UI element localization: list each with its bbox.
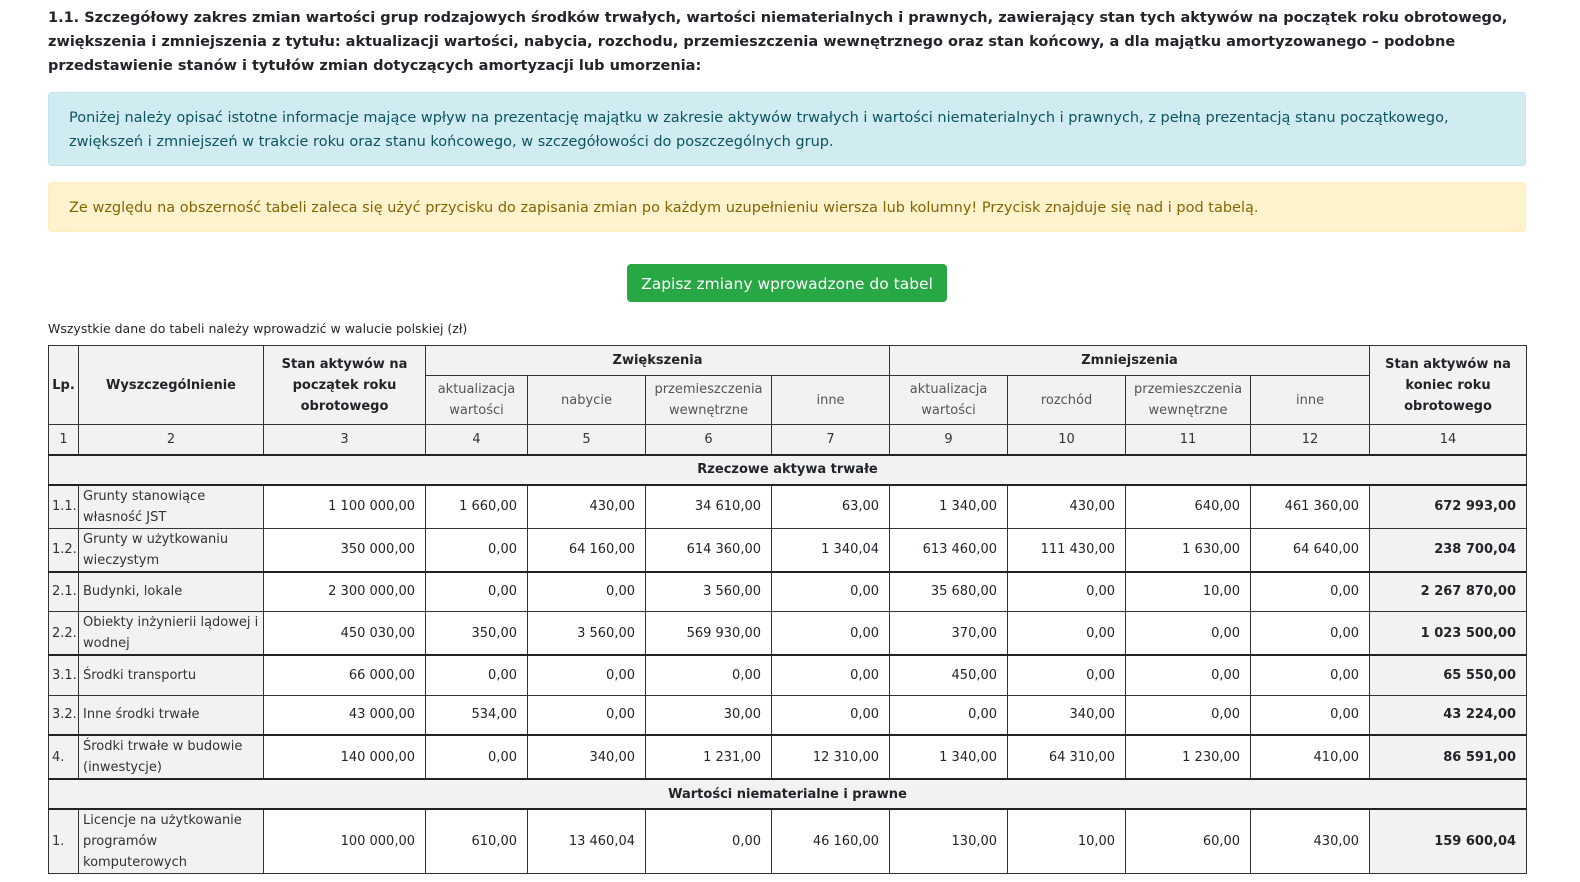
value-cell[interactable]: 0,00 xyxy=(1251,655,1370,695)
value-cell[interactable]: 0,00 xyxy=(1008,572,1126,612)
header-dec-other: inne xyxy=(1251,376,1370,425)
value-cell[interactable]: 0,00 xyxy=(1126,695,1251,735)
table-row xyxy=(49,655,1527,695)
value-cell[interactable]: 130,00 xyxy=(890,809,1008,874)
header-end: Stan aktywów na koniec roku obrotowego xyxy=(1370,346,1527,425)
value-cell[interactable]: 430,00 xyxy=(528,485,646,529)
assets-table-body xyxy=(49,455,1527,874)
table-row xyxy=(49,735,1527,779)
value-cell[interactable]: 610,00 xyxy=(426,809,528,874)
value-cell[interactable]: 0,00 xyxy=(426,735,528,779)
value-cell[interactable]: 340,00 xyxy=(1008,695,1126,735)
value-cell[interactable]: 0,00 xyxy=(426,572,528,612)
row-name: Obiekty inżynierii lądowej i wodnej xyxy=(79,612,264,656)
row-lp: 3.1. xyxy=(49,655,79,695)
row-name: Środki transportu xyxy=(79,655,264,695)
column-number: 9 xyxy=(890,425,1008,455)
value-cell[interactable]: 0,00 xyxy=(646,655,772,695)
header-dec-revaluation: aktualizacja wartości xyxy=(890,376,1008,425)
value-cell[interactable]: 0,00 xyxy=(890,695,1008,735)
row-lp: 1.2. xyxy=(49,528,79,572)
value-cell[interactable]: 140 000,00 xyxy=(264,735,426,779)
header-dec-disposal: rozchód xyxy=(1008,376,1126,425)
value-cell[interactable]: 10,00 xyxy=(1008,809,1126,874)
row-name: Grunty w użytkowaniu wieczystym xyxy=(79,528,264,572)
table-row xyxy=(49,485,1527,529)
value-cell[interactable]: 0,00 xyxy=(528,655,646,695)
value-cell[interactable]: 614 360,00 xyxy=(646,528,772,572)
value-cell[interactable]: 0,00 xyxy=(426,655,528,695)
value-cell[interactable]: 640,00 xyxy=(1126,485,1251,529)
row-total: 86 591,00 xyxy=(1370,735,1527,779)
value-cell[interactable]: 430,00 xyxy=(1251,809,1370,874)
value-cell[interactable]: 0,00 xyxy=(1251,612,1370,656)
row-total: 672 993,00 xyxy=(1370,485,1527,529)
row-lp: 2.1. xyxy=(49,572,79,612)
value-cell[interactable]: 370,00 xyxy=(890,612,1008,656)
value-cell[interactable]: 0,00 xyxy=(1251,695,1370,735)
value-cell[interactable]: 410,00 xyxy=(1251,735,1370,779)
column-number: 2 xyxy=(79,425,264,455)
row-lp: 1.1. xyxy=(49,485,79,529)
column-number: 4 xyxy=(426,425,528,455)
row-name: Środki trwałe w budowie (inwestycje) xyxy=(79,735,264,779)
value-cell[interactable]: 1 630,00 xyxy=(1126,528,1251,572)
row-total: 65 550,00 xyxy=(1370,655,1527,695)
row-lp: 2.2. xyxy=(49,612,79,656)
value-cell[interactable]: 0,00 xyxy=(1126,655,1251,695)
value-cell[interactable]: 13 460,04 xyxy=(528,809,646,874)
value-cell[interactable]: 46 160,00 xyxy=(772,809,890,874)
value-cell[interactable]: 350,00 xyxy=(426,612,528,656)
table-row xyxy=(49,572,1527,612)
row-lp: 1. xyxy=(49,809,79,874)
value-cell[interactable]: 66 000,00 xyxy=(264,655,426,695)
value-cell[interactable]: 1 340,00 xyxy=(890,735,1008,779)
value-cell[interactable]: 3 560,00 xyxy=(646,572,772,612)
value-cell[interactable]: 0,00 xyxy=(426,528,528,572)
row-total: 1 023 500,00 xyxy=(1370,612,1527,656)
value-cell[interactable]: 60,00 xyxy=(1126,809,1251,874)
value-cell[interactable]: 0,00 xyxy=(1126,612,1251,656)
value-cell[interactable]: 613 460,00 xyxy=(890,528,1008,572)
header-decreases: Zmniejszenia xyxy=(890,346,1370,376)
table-row xyxy=(49,695,1527,735)
value-cell[interactable]: 0,00 xyxy=(528,572,646,612)
header-inc-acquisition: nabycie xyxy=(528,376,646,425)
value-cell[interactable]: 569 930,00 xyxy=(646,612,772,656)
value-cell[interactable]: 100 000,00 xyxy=(264,809,426,874)
column-number: 11 xyxy=(1126,425,1251,455)
header-inc-other: inne xyxy=(772,376,890,425)
column-number: 6 xyxy=(646,425,772,455)
value-cell[interactable]: 1 340,00 xyxy=(890,485,1008,529)
column-number: 1 xyxy=(49,425,79,455)
value-cell[interactable]: 450 030,00 xyxy=(264,612,426,656)
header-start: Stan aktywów na początek roku obrotowego xyxy=(264,346,426,425)
group-header: Rzeczowe aktywa trwałe xyxy=(49,455,1527,485)
value-cell[interactable]: 111 430,00 xyxy=(1008,528,1126,572)
value-cell[interactable]: 350 000,00 xyxy=(264,528,426,572)
value-cell[interactable]: 10,00 xyxy=(1126,572,1251,612)
value-cell[interactable]: 534,00 xyxy=(426,695,528,735)
row-lp: 4. xyxy=(49,735,79,779)
value-cell[interactable]: 2 300 000,00 xyxy=(264,572,426,612)
column-number: 5 xyxy=(528,425,646,455)
header-inc-revaluation: aktualizacja wartości xyxy=(426,376,528,425)
value-cell[interactable]: 0,00 xyxy=(1008,612,1126,656)
row-total: 159 600,04 xyxy=(1370,809,1527,874)
value-cell[interactable]: 30,00 xyxy=(646,695,772,735)
value-cell[interactable]: 450,00 xyxy=(890,655,1008,695)
value-cell[interactable]: 1 340,04 xyxy=(772,528,890,572)
currency-note: Wszystkie dane do tabeli należy wprowadzić w walucie polskiej (zł) xyxy=(48,321,468,336)
column-number: 7 xyxy=(772,425,890,455)
row-name: Licencje na użytkowanie programów komputerowych xyxy=(79,809,264,874)
save-button-row xyxy=(48,264,1526,302)
group-header: Wartości niematerialne i prawne xyxy=(49,779,1527,809)
info-alert: Poniżej należy opisać istotne informacje mające wpływ na prezentację majątku w zakresie aktywów trwałych i wartości niematerialnych i prawnych, z pełną prezentacją stanu początkowego, zwiększeń i zmniejszeń w trakcie roku oraz stanu końcowego, w szczegółowości do poszczególnych grup. xyxy=(48,92,1526,166)
column-number: 12 xyxy=(1251,425,1370,455)
value-cell[interactable]: 34 610,00 xyxy=(646,485,772,529)
header-increases: Zwiększenia xyxy=(426,346,890,376)
header-lp: Lp. xyxy=(49,346,79,425)
value-cell[interactable]: 0,00 xyxy=(1251,572,1370,612)
value-cell[interactable]: 0,00 xyxy=(646,809,772,874)
row-lp: 3.2. xyxy=(49,695,79,735)
value-cell[interactable]: 0,00 xyxy=(772,655,890,695)
table-row xyxy=(49,809,1527,874)
column-number: 10 xyxy=(1008,425,1126,455)
value-cell[interactable]: 64 160,00 xyxy=(528,528,646,572)
value-cell[interactable]: 64 310,00 xyxy=(1008,735,1126,779)
value-cell[interactable]: 43 000,00 xyxy=(264,695,426,735)
header-dec-transfers: przemieszczenia wewnętrzne xyxy=(1126,376,1251,425)
column-number: 3 xyxy=(264,425,426,455)
row-name: Budynki, lokale xyxy=(79,572,264,612)
value-cell[interactable]: 0,00 xyxy=(772,695,890,735)
value-cell[interactable]: 340,00 xyxy=(528,735,646,779)
value-cell[interactable]: 12 310,00 xyxy=(772,735,890,779)
value-cell[interactable]: 35 680,00 xyxy=(890,572,1008,612)
value-cell[interactable]: 64 640,00 xyxy=(1251,528,1370,572)
table-row xyxy=(49,528,1527,572)
value-cell[interactable]: 461 360,00 xyxy=(1251,485,1370,529)
row-total: 238 700,04 xyxy=(1370,528,1527,572)
value-cell[interactable]: 430,00 xyxy=(1008,485,1126,529)
value-cell[interactable]: 0,00 xyxy=(1008,655,1126,695)
header-name: Wyszczególnienie xyxy=(79,346,264,425)
row-name: Grunty stanowiące własność JST xyxy=(79,485,264,529)
row-total: 2 267 870,00 xyxy=(1370,572,1527,612)
value-cell[interactable]: 0,00 xyxy=(772,612,890,656)
value-cell[interactable]: 1 231,00 xyxy=(646,735,772,779)
warning-alert: Ze względu na obszerność tabeli zaleca się użyć przycisku do zapisania zmian po każdym uzupełnieniu wiersza lub kolumny! Przycisk znajduje się nad i pod tabelą. xyxy=(48,182,1526,232)
column-number: 14 xyxy=(1370,425,1527,455)
value-cell[interactable]: 3 560,00 xyxy=(528,612,646,656)
row-total: 43 224,00 xyxy=(1370,695,1527,735)
assets-table xyxy=(48,345,1527,874)
table-row xyxy=(49,612,1527,656)
value-cell[interactable]: 1 100 000,00 xyxy=(264,485,426,529)
section-title: 1.1. Szczegółowy zakres zmian wartości grup rodzajowych środków trwałych, wartości niematerialnych i prawnych, zawierający stan tych aktywów na początek roku obrotowego, zwiększenia i zmniejszenia z tytułu: aktualizacji wartości, nabycia, rozchodu, przemieszczenia wewnętrznego oraz stan końcowy, a dla majątku amortyzowanego – podobne przedstawienie stanów i tytułów zmian dotyczących amortyzacji lub umorzenia: xyxy=(48,10,1508,74)
value-cell[interactable]: 1 230,00 xyxy=(1126,735,1251,779)
row-name: Inne środki trwałe xyxy=(79,695,264,735)
value-cell[interactable]: 0,00 xyxy=(528,695,646,735)
main-content xyxy=(48,0,1526,874)
save-changes-button[interactable]: Zapisz zmiany wprowadzone do tabel xyxy=(627,264,947,302)
value-cell[interactable]: 1 660,00 xyxy=(426,485,528,529)
header-inc-transfers: przemieszczenia wewnętrzne xyxy=(646,376,772,425)
value-cell[interactable]: 0,00 xyxy=(772,572,890,612)
value-cell[interactable]: 63,00 xyxy=(772,485,890,529)
